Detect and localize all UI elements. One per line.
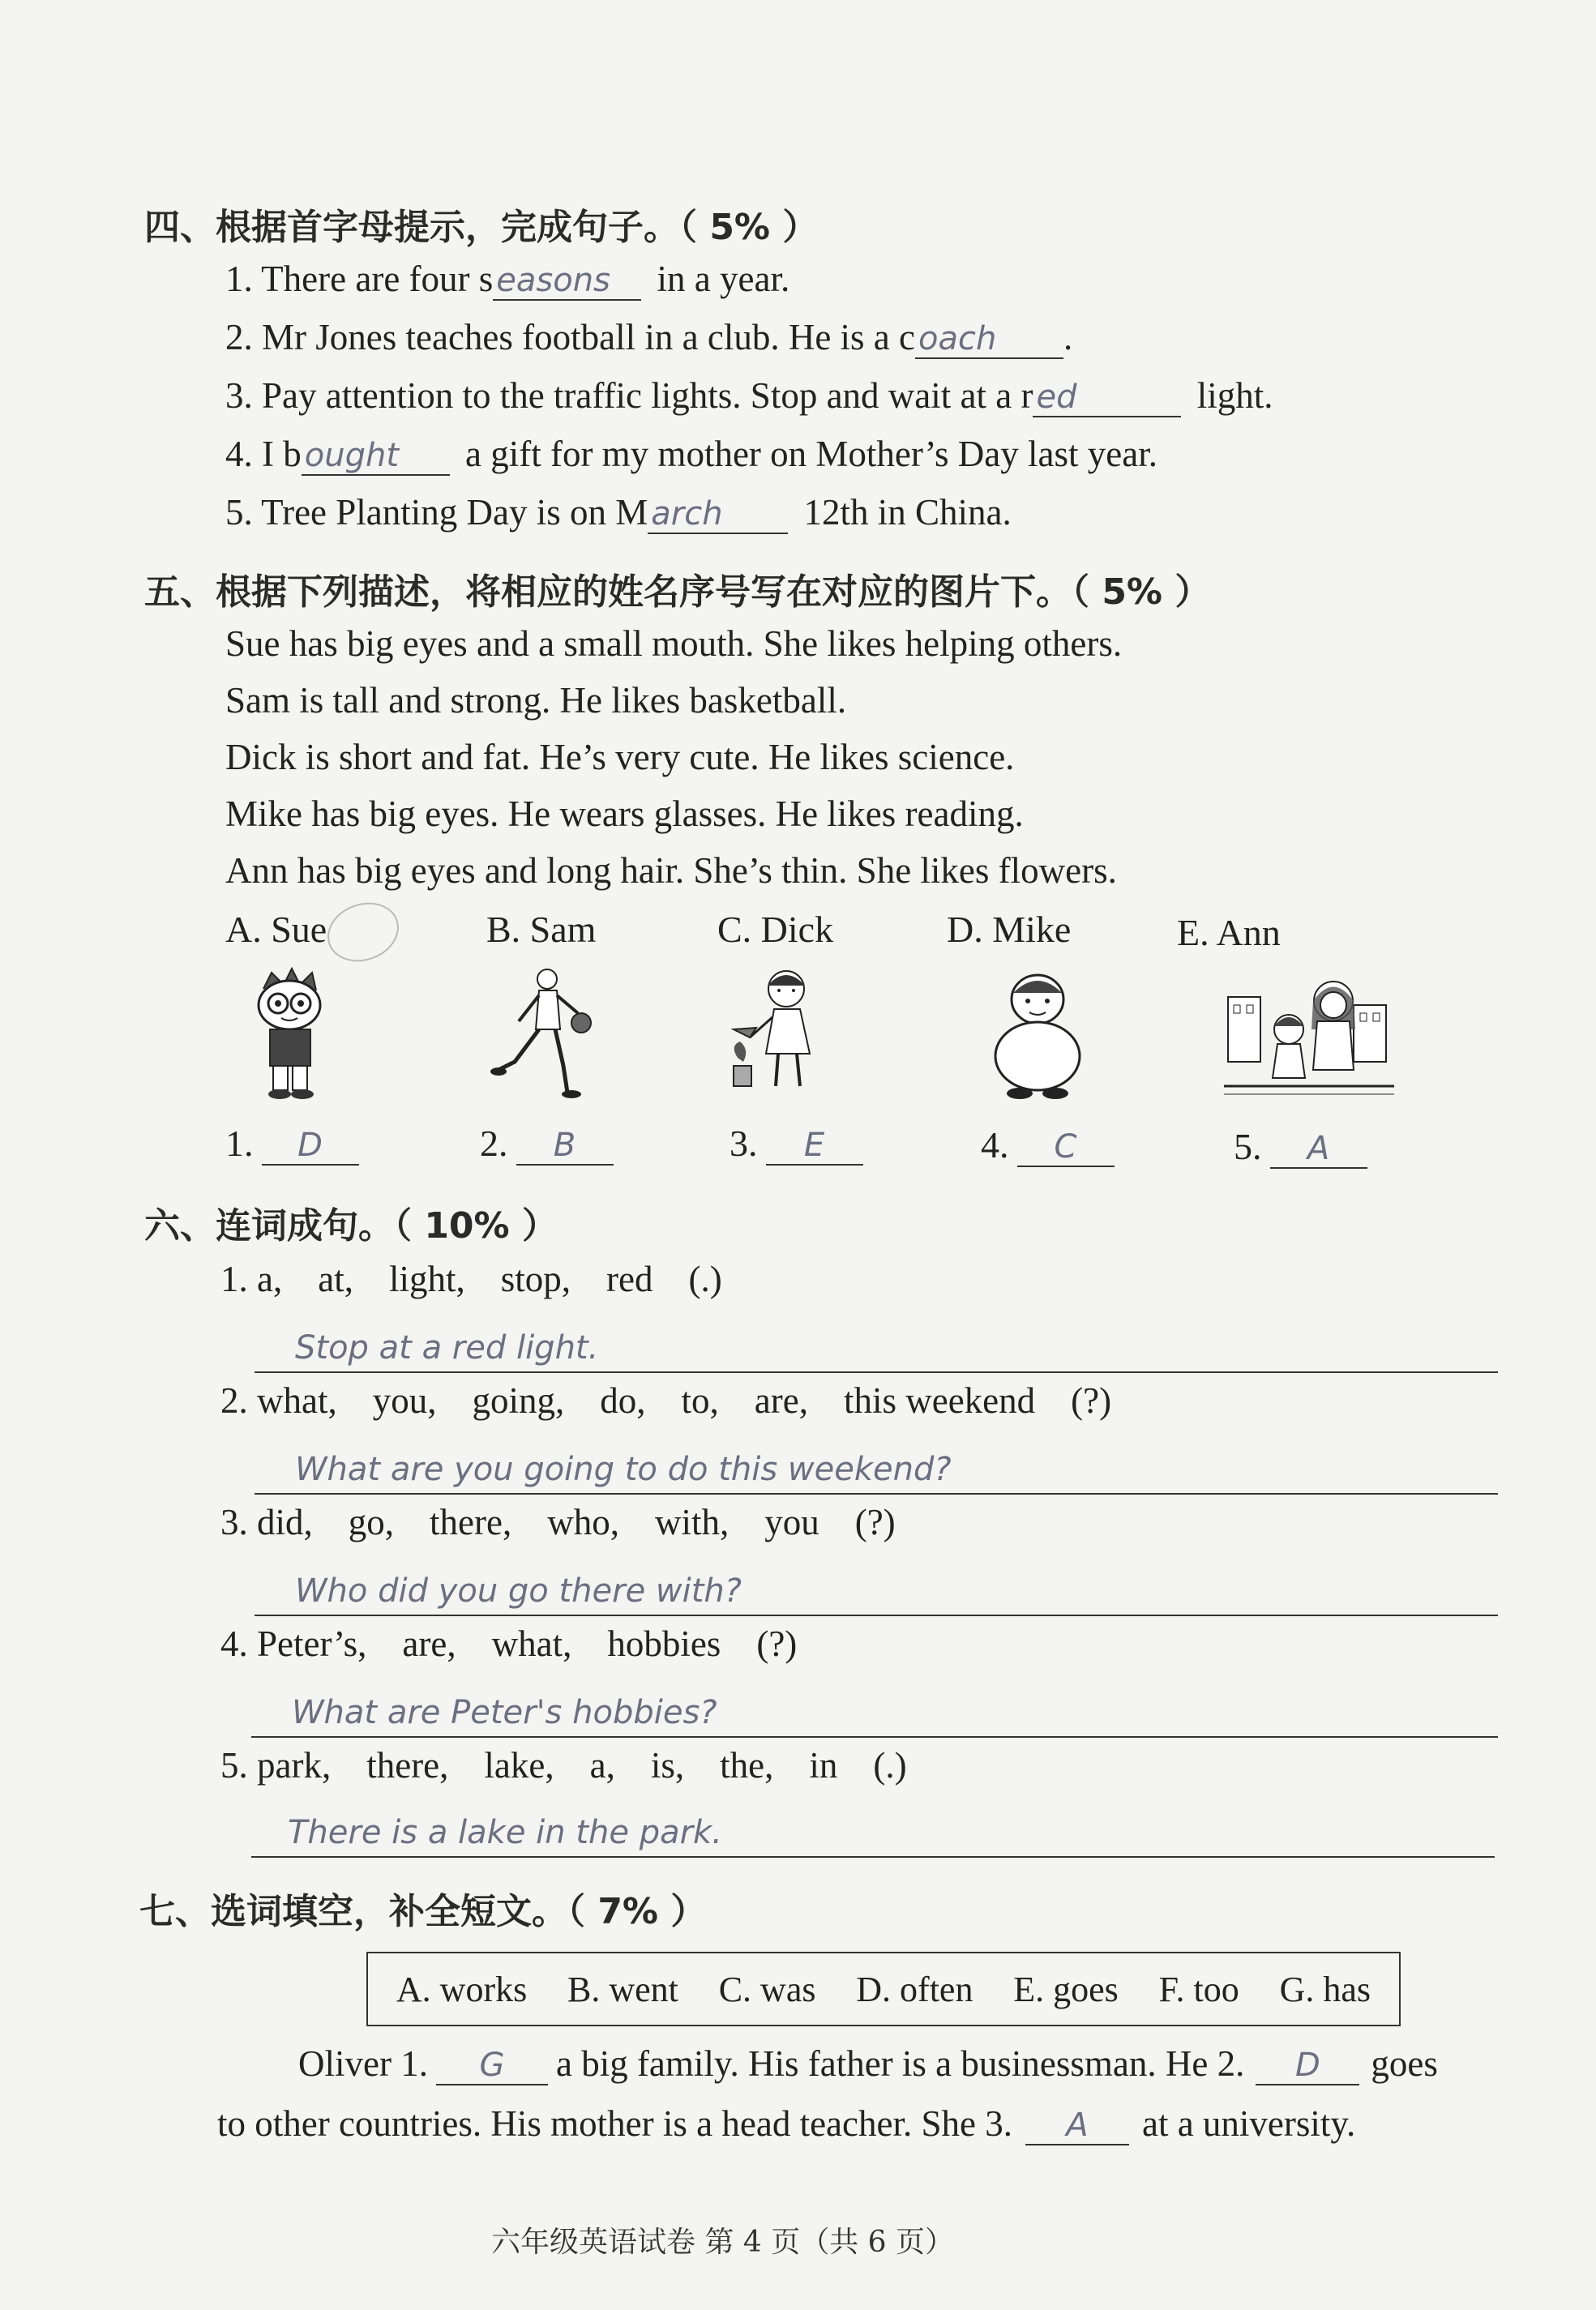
pic-answer-1 [225,1122,359,1166]
pic-3-number: 3. [730,1123,758,1164]
s6-1-w2: at, [318,1259,353,1299]
pic-answer-5 [1234,1125,1367,1169]
s6-3-w1: 3. did, [220,1502,313,1542]
option-d: D. often [856,1969,973,2009]
s6-item-3-answer[interactable] [255,1564,1498,1616]
option-f: F. too [1158,1969,1239,2009]
s6-5-w4: a, [589,1745,615,1786]
s6-2-w8: (?) [1071,1380,1112,1421]
pic-3-answer[interactable]: E [766,1127,863,1166]
passage-blank-1[interactable]: G [436,2047,548,2085]
s6-item-4-words [220,1623,797,1665]
pic-5-number: 5. [1234,1126,1262,1167]
s4-item-2-text: 2. Mr Jones teaches football in a club. He is a c [225,317,916,357]
s6-3-w2: go, [348,1502,395,1542]
s6-5-w5: is, [650,1745,685,1786]
s6-3-w5: with, [654,1502,730,1542]
s6-2-w7: this weekend [843,1380,1036,1421]
s6-item-1-answer[interactable] [255,1321,1498,1373]
s5-desc-3: Dick is short and fat. He’s very cute. He likes science. [225,737,1015,777]
s6-item-3-words [220,1501,896,1543]
passage-blank-3[interactable]: A [1025,2107,1129,2145]
name-sue: A. Sue [225,909,327,950]
s6-2-w5: to, [681,1380,719,1421]
picture-basketball-player [482,965,604,1102]
s4-item-1-tail: in a year. [657,259,790,299]
s6-4-w4: hobbies [607,1623,721,1664]
picture-boy-glasses [239,965,344,1102]
passage-1b: a big family. His father is a businessman. He 2. [555,2043,1245,2084]
passage-2b: at a university. [1141,2103,1356,2144]
s4-item-5-tail: 12th in China. [803,492,1012,533]
option-g: G. has [1279,1969,1371,2009]
s6-3-w6: you [764,1502,819,1542]
section-7-heading: 七、选词填空，补全短文。（ 7% ） [139,1891,707,1932]
s6-5-w7: in [809,1745,838,1786]
s6-1-w4: stop, [500,1259,571,1299]
pic-answer-3 [730,1122,863,1166]
s4-item-3-tail: light. [1196,375,1273,416]
s4-item-2-tail: . [1063,317,1073,357]
s6-1-w3: light, [388,1259,465,1299]
name-dick: C. Dick [717,909,834,950]
pic-5-answer[interactable]: A [1270,1130,1367,1169]
s6-5-w2: there, [366,1745,449,1786]
s5-desc-1: Sue has big eyes and a small mouth. She likes helping others. [225,623,1123,664]
s6-5-w6: the, [720,1745,774,1786]
s5-desc-5: Ann has big eyes and long hair. She’s thin. She likes flowers. [225,850,1117,891]
name-sam: B. Sam [486,909,597,950]
picture-girl-watering [725,965,847,1102]
s6-5-w1: 5. park, [220,1745,332,1786]
pic-1-answer[interactable]: D [262,1127,359,1166]
picture-two-girls-city [1224,973,1394,1102]
s6-3-w3: there, [430,1502,512,1542]
s6-2-w2: you, [372,1380,437,1421]
s6-4-w3: what, [491,1623,572,1664]
s6-2-w3: going, [472,1380,565,1421]
passage-blank-2[interactable]: D [1256,2047,1359,2085]
s4-item-1 [225,258,789,301]
pic-4-answer[interactable]: C [1017,1128,1115,1167]
s6-2-w6: are, [754,1380,808,1421]
option-c: C. was [718,1969,816,2009]
s6-item-5-answer-text: There is a lake in the park. [288,1814,722,1851]
s4-item-2-answer[interactable]: oach [915,320,1063,359]
s6-5-w3: lake, [484,1745,554,1786]
pic-4-number: 4. [981,1124,1009,1166]
pic-2-number: 2. [480,1123,508,1164]
s6-1-w6: (.) [688,1259,722,1299]
passage-2a: to other countries. His mother is a head teacher. She 3. [217,2103,1012,2144]
s4-item-4-text: 4. I b [225,434,302,474]
pic-2-answer[interactable]: B [516,1127,614,1166]
word-bank [366,1952,1401,2026]
page-footer: 六年级英语试卷 第 4 页（共 6 页） [491,2226,955,2259]
s6-item-5-words [220,1744,907,1786]
s4-item-5-answer[interactable]: arch [648,495,788,534]
section-6-heading: 六、连词成句。（ 10% ） [144,1205,558,1247]
option-e: E. goes [1013,1969,1119,2009]
s6-item-2-answer-text: What are you going to do this weekend? [295,1451,952,1488]
passage-1c: goes [1371,2043,1438,2084]
s6-item-1-words [220,1258,722,1300]
s4-item-4-tail: a gift for my mother on Mother’s Day last year. [465,434,1157,474]
s6-3-w7: (?) [854,1502,896,1542]
s6-item-4-answer[interactable] [251,1686,1498,1738]
s4-item-2 [225,316,1072,359]
stamp-watermark [324,900,405,965]
s6-4-w1: 4. Peter’s, [220,1623,367,1664]
pic-1-number: 1. [225,1123,254,1164]
s6-2-w1: 2. what, [220,1380,337,1421]
s6-4-w2: are, [402,1623,456,1664]
section-5-heading: 五、根据下列描述，将相应的姓名序号写在对应的图片下。（ 5% ） [144,571,1211,613]
s6-item-3-answer-text: Who did you go there with? [295,1572,742,1610]
s5-desc-4: Mike has big eyes. He wears glasses. He likes reading. [225,794,1024,834]
s6-item-2-answer[interactable] [255,1443,1498,1495]
s6-item-1-answer-text: Stop at a red light. [295,1329,599,1367]
s6-item-5-answer[interactable] [251,1806,1495,1858]
s6-2-w4: do, [600,1380,646,1421]
s5-desc-2: Sam is tall and strong. He likes basketball. [225,680,847,721]
s4-item-4 [225,433,1157,476]
passage-line-2 [217,2103,1355,2145]
passage-line-1 [298,2043,1438,2085]
s4-item-3-text: 3. Pay attention to the traffic lights. Stop and wait at a r [225,375,1033,416]
s4-item-4-answer[interactable]: ought [302,437,450,476]
section-4-heading: 四、根据首字母提示，完成句子。（ 5% ） [144,207,819,248]
s4-item-5 [225,491,1012,534]
s4-item-1-text: 1. There are four s [225,259,494,299]
s4-item-3-answer[interactable]: ed [1033,379,1181,417]
pic-answer-2 [480,1122,614,1166]
pic-answer-4 [981,1123,1115,1167]
picture-fat-boy [981,969,1094,1106]
s6-item-2-words [220,1380,1111,1422]
s4-item-5-text: 5. Tree Planting Day is on M [225,492,648,533]
s6-item-4-answer-text: What are Peter's hobbies? [292,1694,717,1731]
passage-1a: Oliver 1. [298,2043,428,2084]
s6-5-w8: (.) [873,1745,907,1786]
s6-3-w4: who, [547,1502,619,1542]
name-ann: E. Ann [1177,912,1281,953]
s6-4-w5: (?) [756,1623,798,1664]
s6-1-w1: 1. a, [220,1259,283,1299]
name-mike: D. Mike [947,909,1072,950]
option-a: A. works [396,1969,528,2009]
s4-item-3 [225,374,1273,417]
option-b: B. went [567,1969,678,2009]
s4-item-1-answer[interactable]: easons [493,262,641,301]
s6-1-w5: red [606,1259,653,1299]
